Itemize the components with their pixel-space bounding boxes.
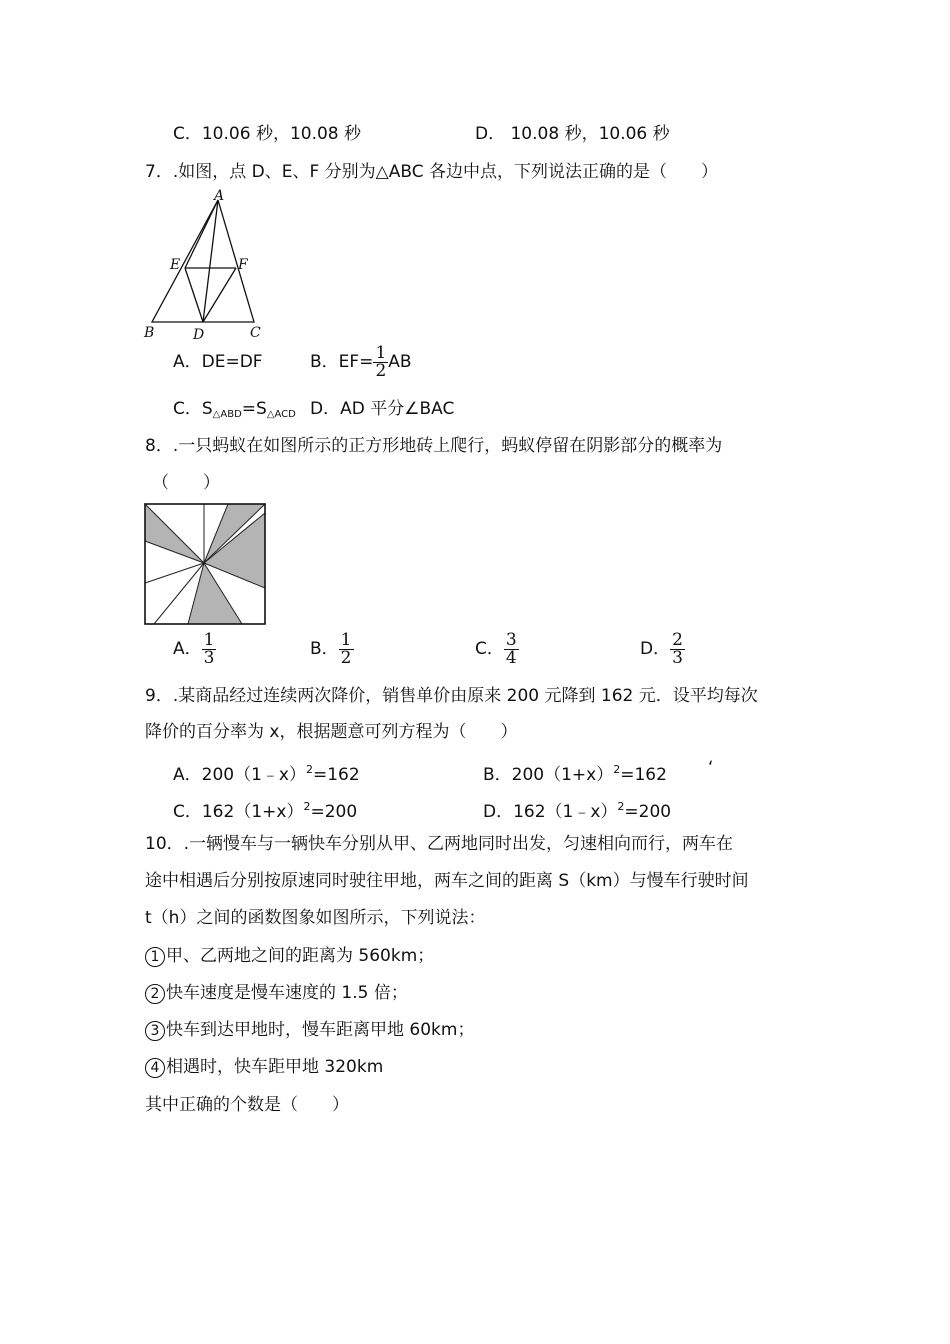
q7-option-b-suffix: AB xyxy=(388,352,412,372)
q10-stem-line2: 途中相遇后分别按原速同时驶往甲地，两车之间的距离 S（km）与慢车行驶时间 xyxy=(145,871,749,891)
circled-number: 4 xyxy=(145,1058,165,1078)
segment-ed xyxy=(185,268,203,322)
q7-option-c-sub1: △ABD xyxy=(212,409,242,420)
segment-ad xyxy=(203,200,218,322)
label-b: B xyxy=(144,325,155,341)
q9-option-d-exponent: 2 xyxy=(617,800,625,813)
q9-option-a xyxy=(173,759,360,786)
q7-option-b-prefix: B．EF= xyxy=(310,352,374,372)
q9-option-d-rhs: =200 xyxy=(624,802,672,822)
q9-stem-line1: 9．.某商品经过连续两次降价，销售单价由原来 200 元降到 162 元．设平均每次 xyxy=(145,686,758,706)
q9-option-c-exponent: 2 xyxy=(303,800,311,813)
statement-text: 相遇时，快车距甲地 320km xyxy=(166,1057,384,1077)
q8-option-d-fraction xyxy=(670,629,685,668)
q9-option-d-base: D．162（1﹣x） xyxy=(483,802,618,822)
label-d: D xyxy=(193,327,205,343)
fraction-denominator: 3 xyxy=(203,647,215,668)
fraction-numerator: 1 xyxy=(375,342,387,363)
q6-option-d: D． 10.08 秒，10.06 秒 xyxy=(475,124,670,144)
q7-option-c-mid: =S xyxy=(241,399,267,419)
q9-option-b-base: B．200（1+x） xyxy=(483,765,614,785)
circled-number: 2 xyxy=(145,984,165,1004)
q10-stem-line3: t（h）之间的函数图象如图所示，下列说法： xyxy=(145,908,486,928)
q7-triangle-figure xyxy=(140,188,270,343)
q10-stem-line1: 10．.一辆慢车与一辆快车分别从甲、乙两地同时出发，匀速相向而行，两车在 xyxy=(145,834,734,854)
circled-number: 1 xyxy=(145,947,165,967)
circled-number: 3 xyxy=(145,1021,165,1041)
q8-option-b-label: B． xyxy=(310,639,339,659)
q9-option-b xyxy=(483,759,667,786)
q9-stem-line2: 降价的百分率为 x，根据题意可列方程为（ ） xyxy=(145,722,518,742)
q8-option-c xyxy=(475,630,519,668)
shaded-region-left xyxy=(145,504,204,563)
fraction-denominator: 4 xyxy=(505,647,517,668)
q7-stem: 7．.如图，点 D、E、F 分别为△ABC 各边中点，下列说法正确的是（ ） xyxy=(145,162,718,182)
q8-option-c-fraction xyxy=(504,629,519,668)
q7-option-d: D．AD 平分∠BAC xyxy=(310,399,455,419)
q7-option-c xyxy=(173,398,296,426)
q7-option-c-label: C．S xyxy=(173,399,213,419)
q8-option-d-label: D． xyxy=(640,639,671,659)
q10-statement-3 xyxy=(145,1019,474,1041)
stray-mark: ‘ xyxy=(708,758,714,778)
q7-option-c-sub2: △ACD xyxy=(266,409,296,420)
q8-option-c-label: C． xyxy=(475,639,504,659)
q9-option-c xyxy=(173,796,357,823)
q10-statement-2 xyxy=(145,982,408,1004)
q10-statement-4 xyxy=(145,1056,383,1078)
q8-option-d xyxy=(640,630,685,668)
q8-option-a xyxy=(173,630,216,668)
q9-option-b-rhs: =162 xyxy=(620,765,667,785)
fraction-denominator: 2 xyxy=(375,360,387,381)
fraction-numerator: 1 xyxy=(203,629,215,650)
fraction-numerator: 1 xyxy=(340,629,352,650)
label-c: C xyxy=(250,325,261,341)
q9-option-a-exponent: 2 xyxy=(305,763,313,776)
q7-option-b xyxy=(310,344,412,380)
fraction-denominator: 3 xyxy=(672,647,683,668)
q9-option-c-rhs: =200 xyxy=(310,802,358,822)
q8-option-a-fraction xyxy=(202,629,217,668)
q6-option-c: C．10.06 秒，10.08 秒 xyxy=(173,124,362,144)
q9-option-a-base: A．200（1﹣x） xyxy=(173,765,306,785)
fraction-denominator: 2 xyxy=(340,647,352,668)
label-f: F xyxy=(238,257,248,273)
q8-stem: 8．.一只蚂蚁在如图所示的正方形地砖上爬行，蚂蚁停留在阴影部分的概率为 xyxy=(145,436,723,456)
q10-statement-1 xyxy=(145,945,434,967)
q7-option-b-fraction xyxy=(373,342,388,381)
segment-ae xyxy=(185,200,218,268)
label-e: E xyxy=(170,257,181,273)
q8-option-a-label: A． xyxy=(173,639,202,659)
q9-option-c-base: C．162（1+x） xyxy=(173,802,304,822)
q9-option-b-exponent: 2 xyxy=(613,763,621,776)
q8-stem-paren: （ ） xyxy=(152,473,220,493)
statement-text: 快车速度是慢车速度的 1.5 倍； xyxy=(166,983,408,1003)
label-a: A xyxy=(214,188,225,204)
fraction-numerator: 2 xyxy=(672,629,683,650)
statement-text: 快车到达甲地时，慢车距离甲地 60km； xyxy=(166,1020,475,1040)
q8-option-b-fraction xyxy=(339,629,354,668)
fraction-numerator: 3 xyxy=(505,629,517,650)
q10-final-question: 其中正确的个数是（ ） xyxy=(145,1095,349,1115)
segment-fd xyxy=(203,268,236,322)
q8-option-b xyxy=(310,630,354,668)
q9-option-a-rhs: =162 xyxy=(312,765,360,785)
q7-option-a: A．DE=DF xyxy=(173,352,263,372)
q9-option-d xyxy=(483,796,671,823)
q8-square-tile-figure xyxy=(144,503,266,625)
statement-text: 甲、乙两地之间的距离为 560km； xyxy=(166,946,435,966)
